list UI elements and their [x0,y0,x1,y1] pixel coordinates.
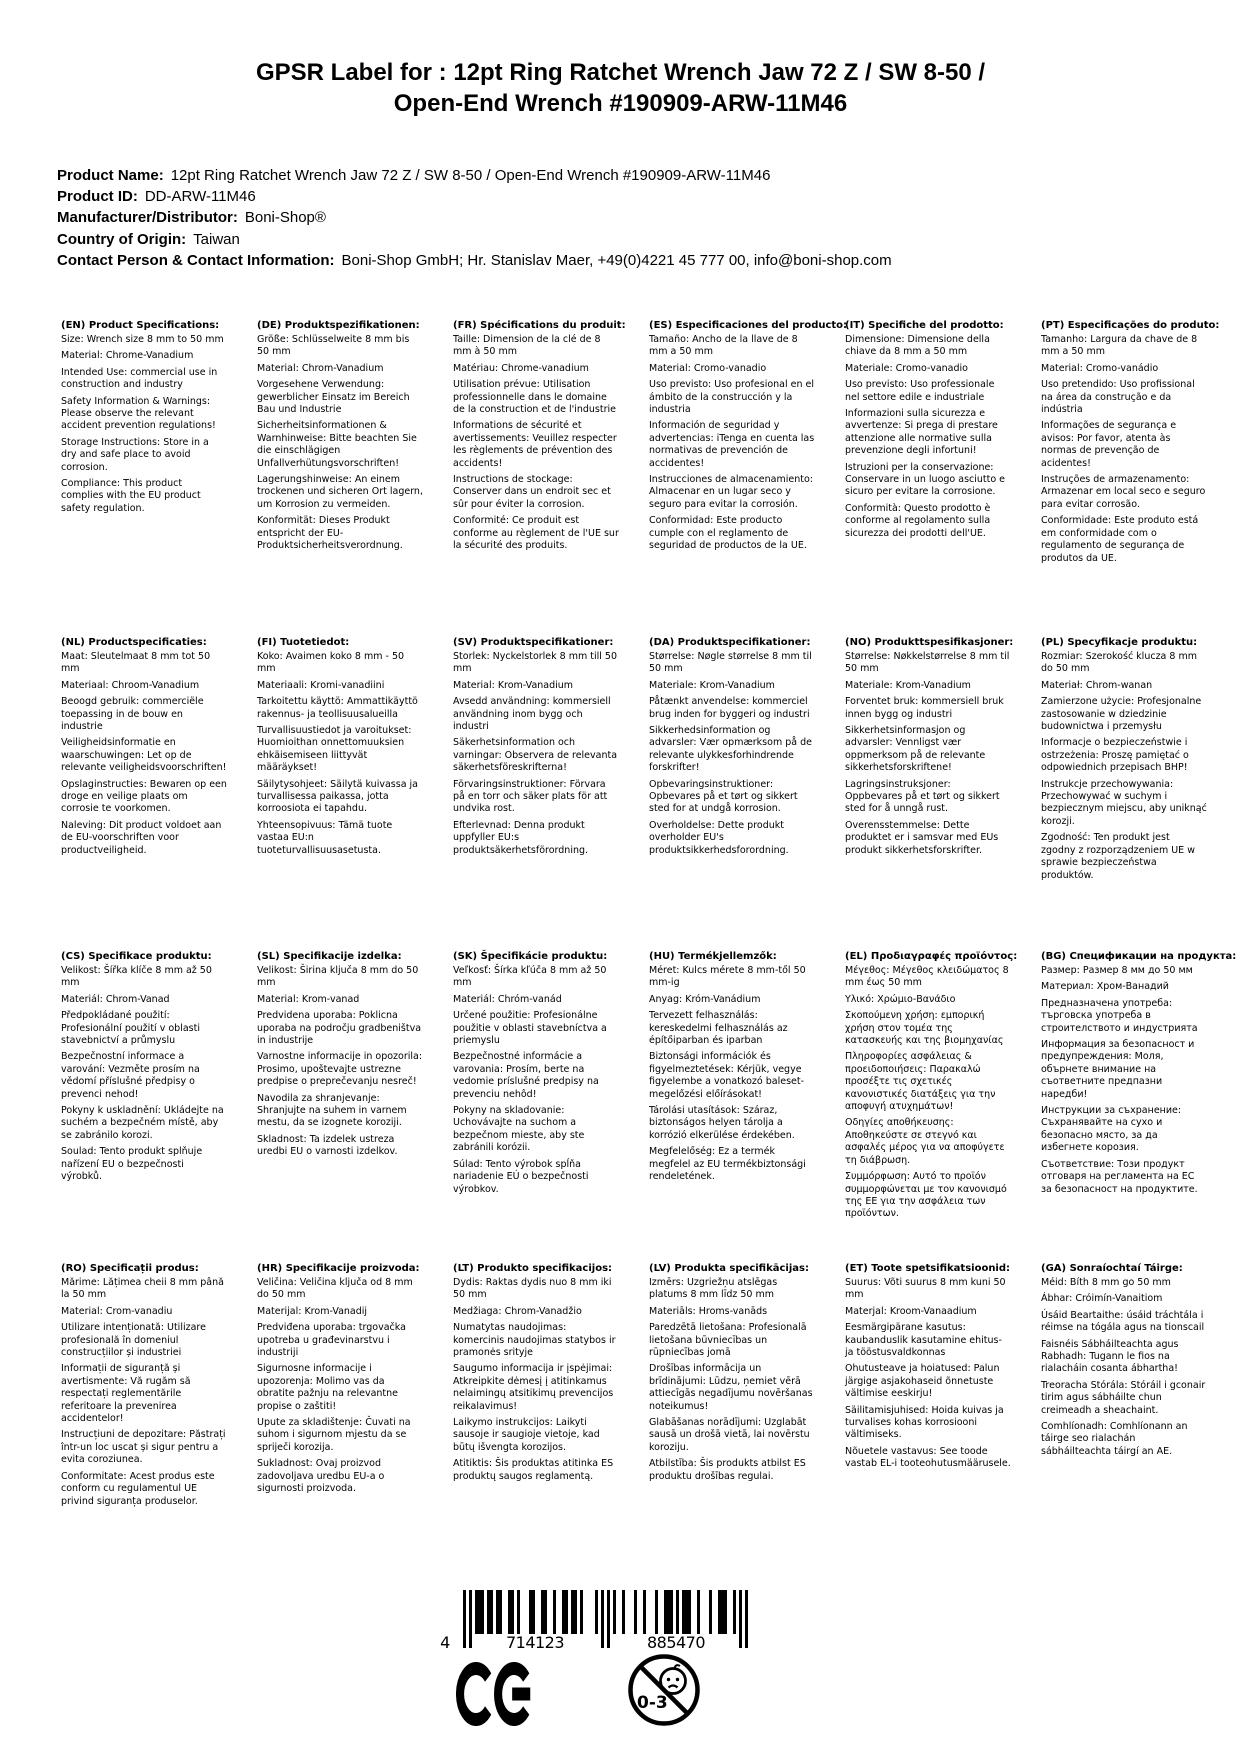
lang-block-et [845,1263,1011,1475]
spec-text: Treoracha Stórála: Stóráil i gconair tirim agus sábháilte chun creimeadh a sheachaint. [1041,1379,1206,1416]
spec-text: Veličina: Veličina ključa od 8 mm do 50 mm [257,1277,413,1301]
spec-text: Intended Use: commercial use in construction and industry [61,366,218,391]
lang-block-title: (SL) Specifikacije izdelka: [257,951,402,962]
spec-text: Medžiaga: Chrom-Vanadžio [453,1305,582,1317]
lang-block-title: (FR) Spécifications du produit: [453,320,626,331]
product-info-value: Boni-Shop GmbH; Hr. Stanislav Maer, +49(0)4221 45 777 00, info@boni-shop.com [341,251,892,269]
barcode-right-digits: 885470 [646,1633,706,1652]
spec-text: Úsáid Beartaithe: úsáid tráchtála i réimse na tógála agus na tionscail [1041,1309,1205,1334]
spec-text: Pokyny na skladovanie: Uchovávajte na suchom a bezpečnom mieste, aby ste zabránili korózii. [453,1105,585,1154]
spec-text: Compliance: This product complies with the EU product safety regulation. [61,478,201,514]
lang-block-title: (SV) Produktspecifikationer: [453,637,614,648]
spec-text: Materiál: Chróm-vanád [453,993,562,1005]
spec-text: Comhlíonadh: Comhlíonann an táirge seo rialachán sábháilteachta táirgí an AE. [1041,1421,1188,1457]
spec-text: Méid: Bíth 8 mm go 50 mm [1041,1277,1171,1288]
spec-text: Informazioni sulla sicurezza e avvertenze: Si prega di prestare attenzione alle normative sulla prevenzione degli infortuni! [845,408,998,457]
spec-text: Rozmiar: Szerokość klucza 8 mm do 50 mm [1041,651,1197,675]
spec-text: Upute za skladištenje: Čuvati na suhom i sigurnom mjestu da se spriječi korozija. [257,1417,411,1453]
lang-block-title: (HR) Specifikacije proizvoda: [257,1263,420,1274]
spec-text: Konformität: Dieses Produkt entspricht der EU-Produktsicherheitsverordnung. [257,515,403,552]
lang-block-it [845,320,1011,544]
lang-block-es [649,320,848,557]
spec-text: Instrukcje przechowywania: Przechowywać w suchym i bezpiecznym miejscu, aby uniknąć korozji. [1041,778,1207,827]
lang-block-sv [453,637,619,861]
product-info-row [57,186,892,207]
spec-text: Säkerhetsinformation och varningar: Observera de relevanta säkerhetsföreskrifterna! [453,737,618,774]
spec-text: Uso pretendido: Uso profissional na área da construção e da indústria [1041,379,1195,416]
lang-block-pt [1041,320,1220,569]
spec-text: Material: Chrom-Vanadium [257,362,384,374]
spec-text: Информация за безопасност и предупреждения: Моля, обърнете внимание на съответните предпазни наредби! [1041,1039,1195,1100]
spec-text: Předpokládané použití: Profesionální použití v oblasti stavebnictví a průmyslu [61,1010,200,1047]
lang-block-el [845,951,1018,1225]
spec-text: Materiaali: Kromi-vanadiini [257,679,385,691]
product-info [57,165,892,271]
spec-text: Size: Wrench size 8 mm to 50 mm [61,334,224,345]
product-info-row [57,229,892,250]
spec-text: Uso previsto: Uso profesional en el ámbito de la construcción y la industria [649,379,815,416]
spec-text: Dimensione: Dimensione della chiave da 8 mm a 50 mm [845,334,990,358]
spec-text: Overholdelse: Dette produkt overholder EU's produktsikkerhedsforordning. [649,819,789,856]
spec-text: Veľkosť: Šírka kľúča 8 mm až 50 mm [453,965,607,989]
spec-text: Safety Information & Warnings: Please observe the relevant accident prevention regulations! [61,395,216,432]
spec-text: Predviđena uporaba: trgovačka upotreba u građevinarstvu i industriji [257,1322,406,1359]
lang-block-ga [1041,1263,1207,1462]
product-info-label: Product ID: [57,188,138,206]
spec-text: Materiál: Chrom-Vanad [61,993,170,1005]
spec-text: Informações de segurança e avisos: Por favor, atenta às normas de prevenção de acidentes! [1041,420,1177,469]
spec-text: Informacje o bezpieczeństwie i ostrzeżenia: Proszę pamiętać o odpowiednich przepisach BHP! [1041,737,1189,774]
age-warning-text: 0-3 [637,1693,668,1713]
lang-block-title: (DE) Produktspezifikationen: [257,320,420,331]
spec-text: Размер: Размер 8 мм до 50 мм [1041,965,1193,976]
lang-block-lv [649,1263,815,1487]
spec-text: Glabāšanas norādījumi: Uzglabāt sausā un drošā vietā, lai novērstu koroziju. [649,1417,810,1453]
spec-text: Mărime: Lățimea cheii 8 mm până la 50 mm [61,1277,224,1301]
spec-text: Navodila za shranjevanje: Shranjujte na suhem in varnem mestu, da se izognete koroziji. [257,1092,407,1129]
spec-text: Conformità: Questo prodotto è conforme al regolamento sulla sicurezza dei prodotti dell'UE. [845,502,991,539]
spec-text: Taille: Dimension de la clé de 8 mm à 50 mm [453,334,601,358]
lang-block-sk [453,951,619,1200]
spec-text: Saugumo informacija ir įspėjimai: Atkreipkite dėmesį į atitinkamus nelaimingų atsitikimų prevencijos reikalavimus! [453,1363,614,1412]
spec-text: Инструкции за съхранение: Съхранявайте на сухо и безопасно място, за да избегнете корозия. [1041,1105,1182,1154]
spec-text: Storage Instructions: Store in a dry and safe place to avoid corrosion. [61,436,209,473]
spec-text: Velikost: Šířka klíče 8 mm až 50 mm [61,965,212,989]
spec-text: Atitiktis: Šis produktas atitinka ES produktų saugos reglamentą. [453,1458,614,1482]
spec-text: Tarkoitettu käyttö: Ammattikäyttö rakennus- ja teollisuusalueilla [257,696,418,720]
spec-text: Laikymo instrukcijos: Laikyti sausoje ir saugioje vietoje, kad būtų išvengta korozijos. [453,1417,600,1453]
spec-text: Conformidad: Este producto cumple con el reglamento de seguridad de productos de la UE. [649,515,807,552]
spec-text: Forventet bruk: kommersiell bruk innen bygg og industri [845,696,1004,720]
spec-text: Méret: Kulcs mérete 8 mm-től 50 mm-ig [649,965,806,989]
lang-block-title: (SK) Špecifikácie produktu: [453,951,608,962]
spec-text: Materiale: Krom-Vanadium [649,679,775,691]
spec-text: Materjal: Kroom-Vanaadium [845,1305,977,1317]
product-info-label: Manufacturer/Distributor: [57,209,238,227]
lang-block-title: (LV) Produkta specifikācijas: [649,1263,809,1274]
spec-text: Uso previsto: Uso professionale nel settore edile e industriale [845,379,995,403]
spec-text: Material: Krom-vanad [257,993,360,1005]
spec-text: Conformidade: Este produto está em conformidade com o regulamento de segurança de produtos da UE. [1041,515,1199,564]
spec-text: Informations de sécurité et avertissements: Veuillez respecter les règlements de prévention des accidents! [453,420,617,469]
spec-text: Οδηγίες αποθήκευσης: Αποθηκεύστε σε στεγνό και ασφαλές μέρος για να αποφύγετε τη διάβρωση. [845,1117,1005,1166]
product-info-value: Boni-Shop® [244,209,326,227]
lang-block-title: (NO) Produkttspesifikasjoner: [845,637,1014,648]
spec-text: Koko: Avaimen koko 8 mm - 50 mm [257,651,405,675]
spec-text: Anyag: Króm-Vanádium [649,993,761,1005]
lang-block-en [61,320,227,519]
spec-text: Megfelelőség: Ez a termék megfelel az EU termékbiztonsági rendeletének. [649,1146,806,1183]
spec-text: Velikost: Širina ključa 8 mm do 50 mm [257,965,419,989]
spec-text: Yhteensopivuus: Tämä tuote vastaa EU:n tuoteturvallisuusasetusta. [257,819,393,856]
spec-text: Σκοπούμενη χρήση: εμπορική χρήση στον τομέα της κατασκευής και της βιομηχανίας [845,1010,1004,1047]
spec-text: Predvidena uporaba: Poklicna uporaba na področju gradbeništva in industrije [257,1010,422,1047]
barcode-first-digit: 4 [440,1633,450,1652]
spec-text: Bezpečnostné informácie a varovania: Prosím, berte na vedomie príslušné predpisy na prevenciu nehôd! [453,1051,599,1100]
spec-text: Overensstemmelse: Dette produktet er i samsvar med EUs produkt sikkerhetsforskrifter. [845,819,999,856]
spec-text: Nõuetele vastavus: See toode vastab EL-i tooteohutusmäärusele. [845,1445,1011,1470]
lang-block-title: (EL) Προδιαγραφές προϊόντος: [845,951,1018,962]
spec-text: Určené použitie: Profesionálne použitie v oblasti stavebníctva a priemyslu [453,1010,607,1047]
spec-text: Съответствие: Този продукт отговаря на регламента на ЕС за безопасност на продуктите. [1041,1158,1198,1195]
product-info-row [57,165,892,186]
lang-block-title: (GA) Sonraíochtaí Táirge: [1041,1263,1183,1274]
lang-block-title: (PT) Especificações do produto: [1041,320,1220,331]
spec-text: Størrelse: Nøkkelstørrelse 8 mm til 50 mm [845,651,1010,675]
spec-text: Vorgesehene Verwendung: gewerblicher Einsatz im Bereich Bau und Industrie [257,379,410,416]
lang-block-cs [61,951,227,1188]
spec-text: Veiligheidsinformatie en waarschuwingen: Let op de relevante veiligheidsvoorschriften! [61,737,227,774]
spec-text: Material: Chrome-Vanadium [61,350,194,362]
spec-text: Material: Krom-Vanadium [453,679,574,691]
lang-block-title: (PL) Specyfikacje produktu: [1041,637,1198,648]
lang-block-fr [453,320,626,557]
baby-eye-left [667,1678,670,1681]
spec-text: Efterlevnad: Denna produkt uppfyller EU:s produktsäkerhetsförordning. [453,819,589,856]
spec-text: Μέγεθος: Μέγεθος κλειδώματος 8 mm έως 50 mm [845,965,1009,989]
spec-text: Información de seguridad y advertencias: iTenga en cuenta las normativas de prevención de accidentes! [649,420,815,469]
lang-block-title: (FI) Tuotetiedot: [257,637,350,648]
page-title-line1: GPSR Label for : 12pt Ring Ratchet Wrench Jaw 72 Z / SW 8-50 / [255,59,986,86]
spec-text: Instructions de stockage: Conserver dans un endroit sec et sûr pour éviter la corrosion. [453,474,611,510]
lang-block-title: (CS) Specifikace produktu: [61,951,212,962]
spec-text: Предназначена употреба: търговска употреба в строителството и индустрията [1041,997,1198,1034]
lang-block-title: (DA) Produktspecifikationer: [649,637,811,648]
spec-text: Ábhar: Cróimín-Vanaitiom [1041,1293,1163,1305]
product-info-row [57,250,892,271]
spec-text: Material: Cromo-vanadio [649,362,767,374]
spec-text: Maat: Sleutelmaat 8 mm tot 50 mm [61,651,211,675]
lang-block-title: (ET) Toote spetsifikatsioonid: [845,1263,1011,1274]
lang-block-sl [257,951,423,1163]
spec-text: Pokyny k uskladnění: Ukládejte na suchém a bezpečném místě, aby se zabránilo korozi. [61,1105,224,1141]
spec-text: Υλικό: Χρώμιο-Βανάδιο [845,993,956,1005]
spec-text: Förvaringsinstruktioner: Förvara på en torr och säker plats för att undvika rost. [453,778,608,815]
spec-text: Sigurnosne informacije i upozorenja: Molimo vas da obratite pažnju na relevantne propise o zaštiti! [257,1363,399,1412]
product-info-value: Taiwan [193,230,240,248]
age-warning-icon [627,1652,701,1728]
lang-block-title: (LT) Produkto specifikacijos: [453,1263,613,1274]
spec-text: Súlad: Tento výrobok spĺňa nariadenie EÚ o bezpečnosti výrobkov. [453,1158,589,1195]
barcode-left-digits: 714123 [505,1633,565,1652]
product-info-label: Contact Person & Contact Information: [57,251,335,269]
spec-text: Opslaginstructies: Bewaren op een droge en veilige plaats om corrosie te voorkomen. [61,778,227,815]
spec-text: Avsedd användning: kommersiell användning inom bygg och industri [453,696,611,733]
spec-text: Storlek: Nyckelstorlek 8 mm till 50 mm [453,651,618,675]
spec-text: Utilizare intenționată: Utilizare profesională în domeniul construcțiilor și industriei [61,1322,206,1359]
spec-text: Naleving: Dit product voldoet aan de EU-voorschriften voor productveiligheid. [61,819,222,856]
spec-text: Conformitate: Acest produs este conform cu regulamentul UE privind siguranța produselor. [61,1470,215,1507]
lang-block-title: (NL) Productspecificaties: [61,637,207,648]
spec-text: Materijal: Krom-Vanadij [257,1305,368,1317]
lang-block-fi [257,637,423,861]
spec-text: Faisnéis Sábháilteachta agus Rabhadh: Tugann le fios na rialacháin cosanta ábhartha! [1041,1338,1179,1375]
spec-text: Paredzētā lietošana: Profesionalā lietošana būvniecības un rūpniecības jomā [649,1322,807,1359]
spec-text: Skladnost: Ta izdelek ustreza uredbi EU o varnosti izdelkov. [257,1133,398,1158]
page-title [0,57,1241,119]
spec-text: Materiale: Krom-Vanadium [845,679,971,691]
product-info-value: DD-ARW-11M46 [144,188,256,206]
lang-block-title: (BG) Спецификации на продукта: [1041,951,1237,962]
spec-text: Instrucciones de almacenamiento: Almacenar en un lugar seco y seguro para evitar la corrosión. [649,474,813,510]
spec-text: Lagringsinstruksjoner: Oppbevares på et tørt og sikkert sted for å unngå rust. [845,778,1000,815]
spec-text: Material: Cromo-vanádio [1041,362,1159,374]
spec-text: Drošības informācija un brīdinājumi: Lūdzu, ņemiet vērā attiecīgās negadījumu novēršanas noteikumus! [649,1363,813,1412]
spec-text: Tamanho: Largura da chave de 8 mm a 50 mm [1041,334,1198,358]
lang-block-da [649,637,815,861]
product-info-value: 12pt Ring Ratchet Wrench Jaw 72 Z / SW 8-50 / Open-End Wrench #190909-ARW-11M46 [170,167,771,184]
lang-block-title: (ES) Especificaciones del producto: [649,320,848,331]
spec-text: Sukladnost: Ovaj proizvod zadovoljava uredbu EU-a o sigurnosti proizvoda. [257,1458,385,1495]
lang-block-lt [453,1263,619,1487]
lang-block-title: (IT) Specifiche del prodotto: [845,320,1004,331]
spec-text: Beoogd gebruik: commerciële toepassing in de bouw en industrie [61,696,204,733]
spec-text: Utilisation prévue: Utilisation professionnelle dans le domaine de la construction et de l'industrie [453,379,616,416]
spec-text: Πληροφορίες ασφάλειας & προειδοποιήσεις: Παρακαλώ προσέξτε τις σχετικές κανονιστικές διατάξεις για την αποφυγή ατυχημάτων! [845,1051,996,1113]
spec-text: Numatytas naudojimas: komercinis naudojimas statybos ir pramonės srityje [453,1322,616,1359]
spec-text: Materiale: Cromo-vanadio [845,362,968,374]
lang-block-title: (EN) Product Specifications: [61,320,220,331]
spec-text: Säilitamisjuhised: Hoida kuivas ja turvalises kohas korrosiooni vältimiseks. [845,1404,1004,1441]
lang-block-bg [1041,951,1237,1200]
spec-text: Säilytysohjeet: Säilytä kuivassa ja turvallisessa paikassa, jotta korroosiota ei tapahdu. [257,778,418,815]
page-title-line2: Open-End Wrench #190909-ARW-11M46 [393,90,848,117]
spec-text: Dydis: Raktas dydis nuo 8 mm iki 50 mm [453,1277,612,1301]
spec-text: Материал: Хром-Ванадий [1041,981,1169,993]
spec-text: Tamaño: Ancho de la llave de 8 mm a 50 mm [649,334,798,358]
product-info-label: Country of Origin: [57,230,187,248]
lang-block-title: (HU) Termékjellemzők: [649,951,777,962]
spec-text: Lagerungshinweise: An einem trockenen und sicheren Ort lagern, um Korrosion zu vermeiden. [257,474,423,510]
spec-text: Izmērs: Uzgriežņu atslēgas platums 8 mm līdz 50 mm [649,1277,778,1301]
product-info-row [57,207,892,228]
spec-text: Sikkerhedsinformation og advarsler: Vær opmærksom på de relevante ulykkesforhindrende forskrifter! [649,725,812,774]
spec-text: Eesmärgipärane kasutus: kaubanduslik kasutamine ehitus- ja tööstusvaldkonnas [845,1322,1002,1359]
spec-text: Biztonsági információk és figyelmeztetések: Kérjük, vegye figyelembe a vonatkozó baleset-megelőzési előírásokat! [649,1051,805,1100]
spec-text: Sikkerhetsinformasjon og advarsler: Vennligst vær oppmerksom på de relevante sikkerhetsforskriftene! [845,725,986,774]
spec-text: Größe: Schlüsselweite 8 mm bis 50 mm [257,334,410,358]
baby-frown [669,1686,678,1688]
lang-block-pl [1041,637,1207,886]
spec-text: Συμμόρφωση: Αυτό το προϊόν συμμορφώνεται με τον κανονισμό της ΕΕ για την ασφάλεια των προϊόντων. [845,1171,1007,1220]
spec-text: Conformité: Ce produit est conforme au règlement de l'UE sur la sécurité des produits. [453,515,619,552]
lang-block-hr [257,1263,423,1500]
spec-text: Størrelse: Nøgle størrelse 8 mm til 50 mm [649,651,812,675]
spec-text: Suurus: Võti suurus 8 mm kuni 50 mm [845,1277,1006,1301]
lang-block-title: (RO) Specificații produs: [61,1263,199,1274]
spec-text: Varnostne informacije in opozorila: Prosimo, upoštevajte ustrezne predpise o preprečevanju nesreč! [257,1051,423,1088]
product-info-label: Product Name: [57,167,164,184]
spec-text: Bezpečnostní informace a varování: Vezměte prosím na vědomí příslušné předpisy o prevenci nehod! [61,1051,200,1100]
spec-text: Matériau: Chrome-vanadium [453,362,589,374]
lang-block-hu [649,951,815,1188]
spec-text: Påtænkt anvendelse: kommerciel brug inden for byggeri og industri [649,696,810,720]
spec-text: Soulad: Tento produkt splňuje nařízení EU o bezpečnosti výrobků. [61,1146,203,1183]
spec-text: Opbevaringsinstruktioner: Opbevares på et tørt og sikkert sted for at undgå korrosion. [649,778,798,815]
spec-text: Material: Crom-vanadiu [61,1305,173,1317]
lang-block-no [845,637,1014,861]
baby-eye-right [676,1678,679,1681]
spec-text: Tárolási utasítások: Száraz, biztonságos helyen tárolja a korrózió elkerülése érdekében. [649,1105,795,1141]
spec-text: Istruzioni per la conservazione: Conservare in un luogo asciutto e sicuro per evitare la corrosione. [845,461,1006,498]
spec-text: Instrucțiuni de depozitare: Păstrați într-un loc uscat și sigur pentru a evita coroziunea. [61,1429,226,1466]
lang-block-de [257,320,423,557]
spec-text: Instruções de armazenamento: Armazenar em local seco e seguro para evitar corrosão. [1041,474,1206,510]
spec-text: Informații de siguranță și avertismente: Vă rugăm să respectați reglementările referitoare la prevenirea accidentelor! [61,1363,191,1425]
spec-text: Sicherheitsinformationen & Warnhinweise: Bitte beachten Sie die einschlägigen Unfallverhütungsvorschriften! [257,420,417,469]
spec-text: Tervezett felhasználás: kereskedelmi felhasználás az építőiparban és iparban [649,1010,788,1047]
spec-text: Materiał: Chrom-wanan [1041,679,1153,691]
spec-text: Turvallisuustiedot ja varoitukset: Huomioithan onnettomuuksien ehkäisemiseen liittyvät määräykset! [257,725,412,774]
spec-text: Materiāls: Hroms-vanāds [649,1305,768,1317]
spec-text: Materiaal: Chroom-Vanadium [61,679,200,691]
spec-text: Zgodność: Ten produkt jest zgodny z rozporządzeniem UE w sprawie bezpieczeństwa produktów. [1041,832,1195,881]
lang-block-nl [61,637,227,861]
lang-block-ro [61,1263,227,1512]
spec-text: Ohutusteave ja hoiatused: Palun järgige asjakohaseid õnnetuste vältimise eeskirju! [845,1363,1000,1400]
spec-text: Atbilstība: Šis produkts atbilst ES produktu drošības regulai. [649,1458,806,1482]
ce-mark-icon [456,1662,534,1726]
language-grid [61,320,1237,1512]
spec-text: Zamierzone użycie: Profesjonalne zastosowanie w dziedzinie budownictwa i przemysłu [1041,696,1202,733]
